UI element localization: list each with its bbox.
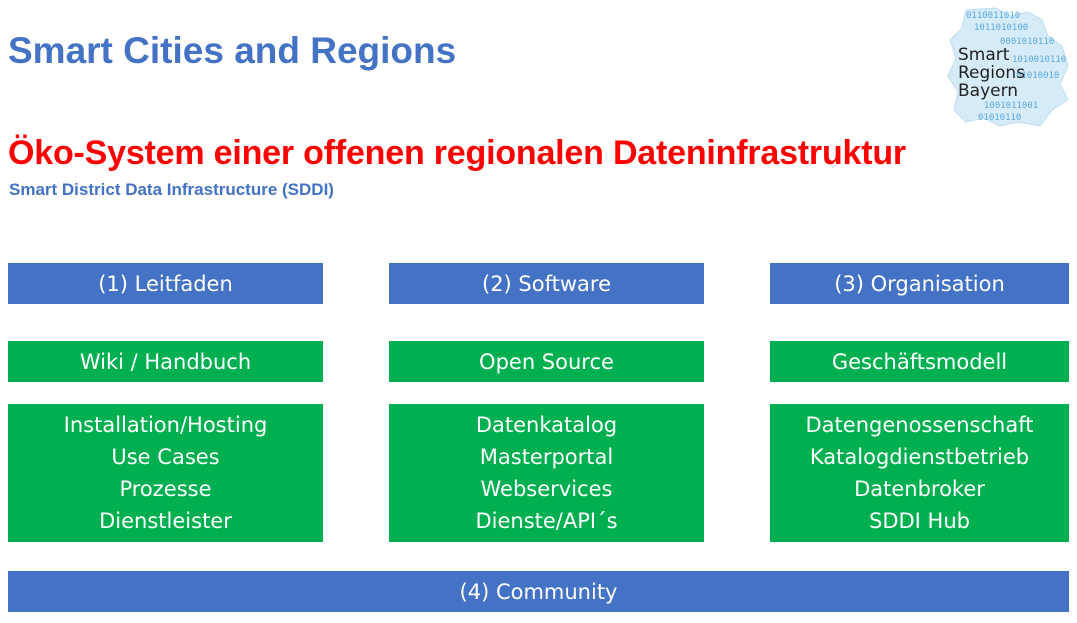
binary-text: 0110011010 (966, 11, 1021, 21)
logo-text-line: Bayern (958, 81, 1019, 101)
list-item: SDDI Hub (869, 509, 970, 533)
column-heading-organisation: (3) Organisation (770, 263, 1069, 304)
column-heading-leitfaden: (1) Leitfaden (8, 263, 323, 304)
logo-text-line: Smart (958, 45, 1010, 65)
page-title: Smart Cities and Regions (8, 30, 457, 71)
binary-text: 01010010 (1016, 71, 1060, 81)
list-item: Dienstleister (99, 509, 232, 533)
list-item: Dienste/API´s (475, 509, 618, 533)
list-item: Use Cases (111, 445, 220, 469)
list-item: Datenkatalog (475, 413, 618, 437)
binary-text: 01010110 (978, 113, 1022, 123)
binary-text: 1011010100 (974, 23, 1029, 33)
list-item: Prozesse (119, 477, 212, 501)
column-category-open-source: Open Source (389, 341, 704, 382)
column-list-software (389, 404, 704, 542)
list-item: Katalogdienstbetrieb (809, 445, 1030, 469)
list-item: Datengenossenschaft (805, 413, 1034, 437)
community-bar: (4) Community (8, 571, 1069, 612)
binary-text: 1001011001 (984, 101, 1039, 111)
list-item: Masterportal (479, 445, 614, 469)
column-category-wiki: Wiki / Handbuch (8, 341, 323, 382)
list-item: Webservices (480, 477, 613, 501)
ecosystem-title: Öko-System einer offenen regionalen Dateninfrastruktur (8, 134, 906, 172)
sddi-subtitle: Smart District Data Infrastructure (SDDI) (9, 180, 334, 199)
logo-text-line: Regions (958, 63, 1026, 83)
column-heading-software: (2) Software (389, 263, 704, 304)
list-item: Installation/Hosting (63, 413, 268, 437)
column-list-leitfaden (8, 404, 323, 542)
smart-regions-bayern-logo (944, 6, 1072, 128)
binary-text: 1010010110 (1012, 55, 1067, 65)
column-category-geschaeftsmodell: Geschäftsmodell (770, 341, 1069, 382)
list-item: Datenbroker (854, 477, 985, 501)
binary-text: 0001010110 (1000, 37, 1055, 47)
column-list-organisation (770, 404, 1069, 542)
